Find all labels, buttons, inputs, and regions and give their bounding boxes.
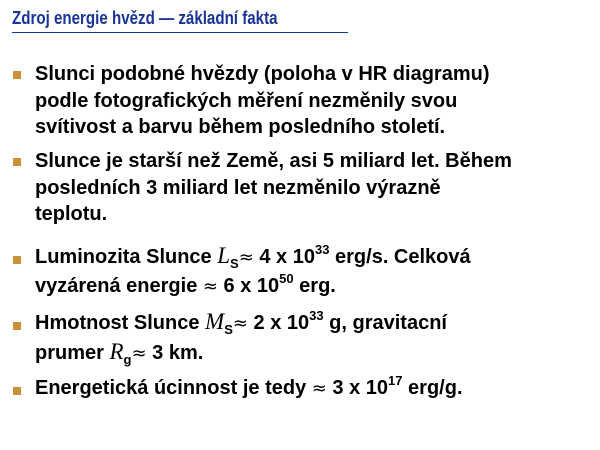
text-run: Energetická úcinnost je tedy <box>35 377 312 399</box>
text-run: Hmotnost Slunce <box>35 312 206 334</box>
subscript: S <box>224 322 233 337</box>
bullet-text-line: Slunce je starší než Země, asi 5 miliard let. Během <box>35 150 512 172</box>
bullet-text-line: Slunci podobné hvězdy (poloha v HR diagramu) <box>35 63 490 85</box>
luminosity-symbol: L <box>217 243 231 268</box>
bullet-text-line <box>35 375 595 404</box>
mass-symbol: M <box>205 309 225 334</box>
text-run: prumer <box>35 341 110 364</box>
text-run: vyzárená energie <box>35 274 203 297</box>
text-run: erg. <box>293 274 336 297</box>
text-run: 3 km. <box>146 341 204 364</box>
bullet-text-line <box>35 309 595 339</box>
bullet-square-icon <box>13 387 21 395</box>
exponent: 33 <box>314 242 330 257</box>
exponent: 17 <box>388 373 403 388</box>
bullet-square-icon <box>13 158 21 166</box>
text-run: erg/g. <box>402 377 463 399</box>
bullet-text-line <box>35 243 595 273</box>
text-run: g, gravitacní <box>323 312 447 334</box>
bullet-square-icon <box>13 322 21 330</box>
bullet-text-line: posledních 3 miliard let nezměnilo výrazně <box>35 176 441 199</box>
subscript: S <box>230 256 239 271</box>
bullet-text-line: podle fotografických měření nezměnily svou <box>35 89 458 112</box>
text-run: 6 x 10 <box>217 274 280 297</box>
bullet-text-line: teplotu. <box>35 203 108 225</box>
exponent: 33 <box>309 308 324 323</box>
text-run: Luminozita Slunce <box>35 246 218 268</box>
bullet-square-icon <box>13 71 21 79</box>
radius-symbol: R <box>109 338 124 364</box>
text-run: 2 x 10 <box>247 312 310 334</box>
subscript: g <box>123 351 132 367</box>
text-run: 4 x 10 <box>253 246 315 268</box>
bullet-text-line: svítivost a barvu během posledního století. <box>35 116 446 138</box>
exponent: 50 <box>279 270 294 286</box>
bullet-square-icon <box>13 256 21 264</box>
page-title: Zdroj energie hvězd — základní fakta <box>12 8 278 28</box>
approx-sign: ≈ <box>232 313 248 334</box>
text-run: erg/s. Celková <box>329 246 471 268</box>
approx-sign: ≈ <box>131 342 147 364</box>
bullet-text-line <box>35 339 595 369</box>
approx-sign: ≈ <box>238 247 254 268</box>
approx-sign: ≈ <box>202 275 218 297</box>
bullet-text-line <box>35 270 595 302</box>
approx-sign: ≈ <box>311 378 327 399</box>
text-run: 3 x 10 <box>326 377 389 399</box>
